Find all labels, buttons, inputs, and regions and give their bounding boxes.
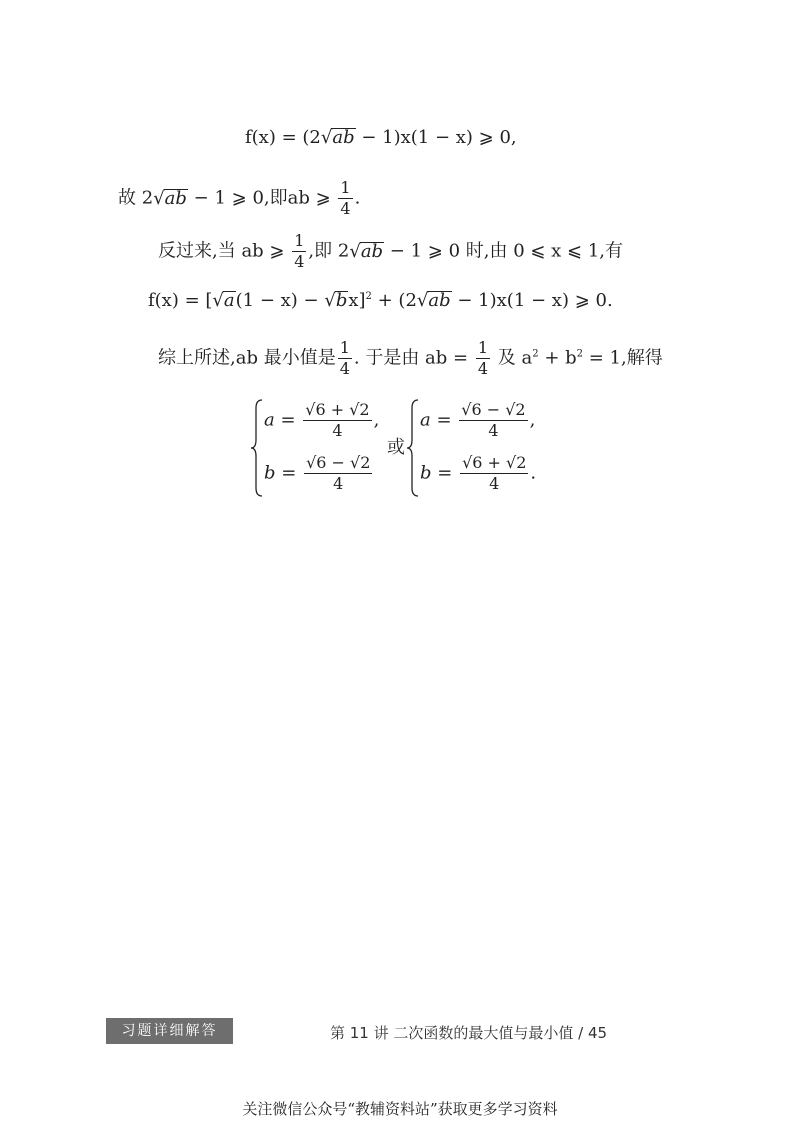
system-2-row-a: a = $\frac{√6 - √2}{4}$ ,	[420, 400, 536, 440]
sqrt-ab: √ab	[349, 240, 384, 262]
sqrt-a: √a	[212, 290, 235, 311]
fraction: $\frac{1}{4}$	[339, 338, 350, 378]
section-label-badge: 习题详细解答	[106, 1018, 233, 1044]
fraction: $\frac{√6 + √2}{4}$	[305, 400, 370, 440]
system-1-row-b: b = $\frac{√6 - √2}{4}$	[264, 453, 371, 493]
left-brace-1	[250, 398, 264, 498]
or-label: 或	[387, 437, 405, 458]
sqrt-ab: √ab	[320, 127, 355, 148]
sqrt-ab: √ab	[153, 187, 187, 209]
fraction: $\frac{√6 + √2}{4}$	[462, 453, 527, 493]
equation-1: f(x) = (2√ab − 1)x(1 − x) ⩾ 0,	[245, 127, 517, 148]
watermark-text: 关注微信公众号“教辅资料站”获取更多学习资料	[242, 1100, 558, 1118]
left-brace-2	[406, 398, 420, 498]
fraction: $\frac{1}{4}$	[477, 338, 489, 378]
sqrt-ab: √ab	[416, 290, 451, 311]
line-5: 综上所述,ab 最小值是 $\frac{1}{4}$ . 于是由 ab = $\frac{1}{4}$ 及 $a^2 + b^2 = 1$,解得	[158, 338, 663, 378]
fraction: $\frac{1}{4}$	[294, 231, 305, 271]
system-1-row-a: a = $\frac{√6 + √2}{4}$ ,	[264, 400, 380, 440]
fraction: $\frac{1}{4}$	[340, 178, 351, 218]
line-2: 故 2√ab − 1 ⩾ 0,即ab ⩾ $\frac{1}{4}$ .	[118, 178, 361, 218]
fraction: $\frac{√6 - √2}{4}$	[461, 400, 526, 440]
sqrt-b: √b	[324, 290, 348, 311]
line-3: 反过来,当 ab ⩾ $\frac{1}{4}$ ,即 2√ab − 1 ⩾ 0 时,由 0 ⩽ x ⩽ 1,有	[158, 231, 624, 271]
chapter-title: 第 11 讲 二次函数的最大值与最小值 / 45	[330, 1024, 608, 1042]
system-2-row-b: b = $\frac{√6 + √2}{4}$ .	[420, 453, 537, 493]
fraction: $\frac{√6 - √2}{4}$	[306, 453, 371, 493]
equation-2: $f(x) = [√a(1 - x) - √bx]^2 + (2√ab - 1)x(1 - x)$ ⩾ 0.	[148, 290, 613, 311]
